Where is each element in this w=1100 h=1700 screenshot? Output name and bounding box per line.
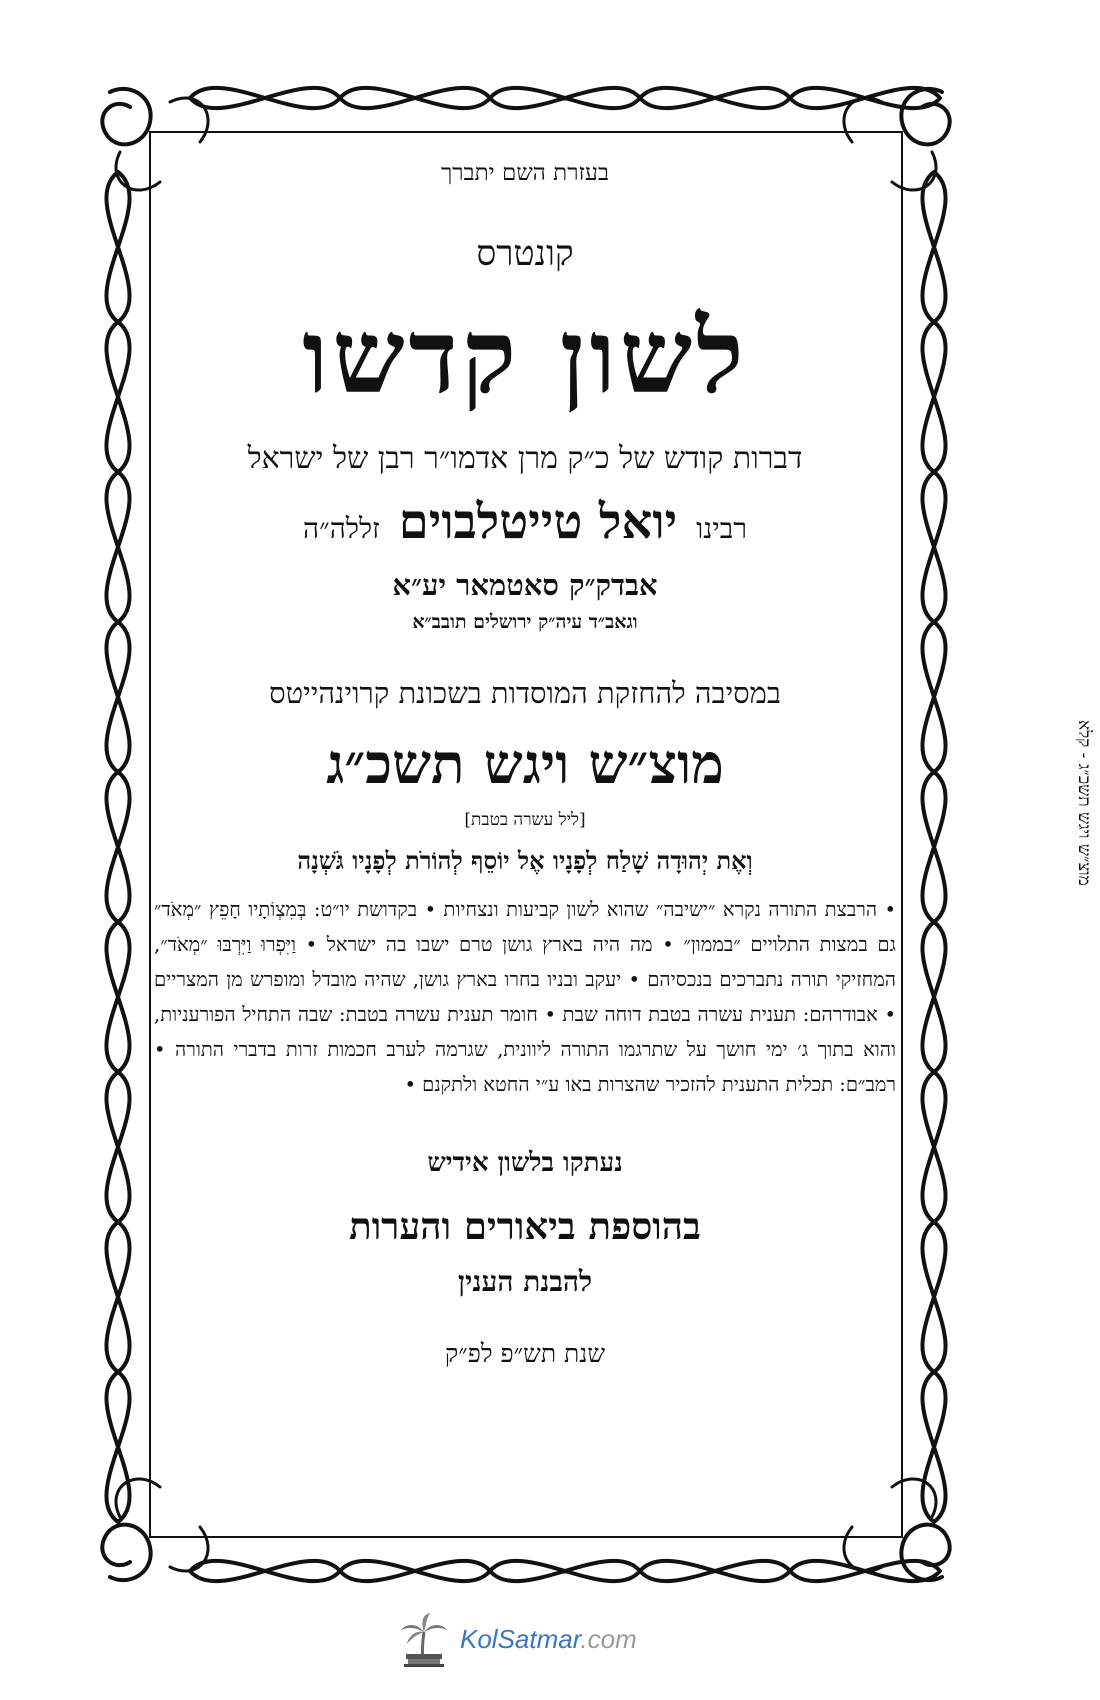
bsd-heading: בעזרת השם יתברך	[440, 160, 610, 186]
author-line-3: אבדק״ק סאטמאר יע״א	[392, 568, 658, 603]
occasion-date: מוצ״ש ויגש תשכ״ג	[326, 731, 724, 797]
occasion-line: במסיבה להחזקת המוסדות בשכונת קרוינהייטס	[269, 676, 781, 711]
side-page-header: מוצ״ש ויגש תשכ״ג - קלא	[1074, 720, 1094, 886]
understanding-line: להבנת הענין	[457, 1265, 593, 1299]
topics-summary: • הרבצת התורה נקרא ״ישיבה״ שהוא לשון קביעות ונצחיות • בקדושת יו״ט: בְּמִצְוֹתָיו חָפֵץ ״מְאֹד״ גם במצות התלויים ״בממון״ • מה היה בארץ גושן טרם ישבו בה ישראל • וַיִּפְרוּ וַיִּרְבּוּ ״מְאֹד״, המחזיקי תורה נתברכים בנכסיהם • יעקב ובניו בחרו בארץ גושן, שהיה מובדל ומופרש מן המצריים • אבודרהם: תענית עשרה בטבת דוחה שבת • חומר תענית עשרה בטבת: שבה התחיל הפורעניות, והוא בתוך ג׳ ימי חושך על שתרגמו התורה ליוונית, שגרמה לערב חכמות זרות בדברי התורה • רמב״ם: תכלית התענית להזכיר שהצרות באו ע״י החטא ולתקנם •	[154, 898, 896, 1097]
border-flourish	[922, 172, 945, 1522]
border-flourish	[892, 1479, 936, 1517]
kuntres-label: קונטרס	[476, 234, 574, 274]
author-prefix: רבינו	[696, 512, 747, 546]
border-flourish	[190, 88, 940, 108]
author-suffix: זללה״ה	[303, 512, 380, 546]
border-flourish	[106, 172, 129, 1522]
year-line: שנת תש״פ לפ״ק	[444, 1339, 606, 1369]
author-line-1: דברות קודש של כ״ק מרן אדמו״ר רבן של ישראל	[247, 441, 803, 477]
author-name: יואל טייטלבוים	[398, 494, 678, 551]
occasion-note: [ליל עשרה בטבת]	[464, 810, 586, 831]
page-title: לשון קדשו	[302, 297, 748, 417]
border-flourish	[901, 89, 949, 144]
verse-quote: וְאֶת יְהוּדָה שָׁלַח לְפָנָיו אֶל יוֹסֵף לְהוֹרֹת לְפָנָיו גֹּשְׁנָה	[297, 846, 753, 876]
palm-tree-books-icon	[398, 1612, 450, 1668]
border-flourish	[170, 1527, 208, 1571]
logo-text	[460, 1624, 637, 1655]
border-flourish	[116, 1479, 160, 1517]
logo-domain: .com	[580, 1624, 637, 1654]
border-flourish	[170, 98, 208, 142]
addition-line: בהוספת ביאורים והערות	[349, 1204, 701, 1249]
author-name-line	[150, 494, 900, 550]
logo-brand: KolSatmar	[460, 1624, 581, 1654]
title-page-content	[150, 150, 900, 1369]
translated-line: נעתקו בלשון אידיש	[427, 1148, 623, 1179]
border-flourish	[844, 1527, 882, 1571]
border-flourish	[190, 1561, 940, 1581]
border-flourish	[102, 1525, 150, 1580]
border-flourish	[844, 98, 882, 142]
author-line-4: וגאב״ד עיה״ק ירושלים תובב״א	[412, 611, 638, 634]
border-flourish	[102, 89, 150, 144]
border-flourish	[901, 1525, 949, 1580]
kolsatmar-logo[interactable]	[380, 1610, 720, 1670]
